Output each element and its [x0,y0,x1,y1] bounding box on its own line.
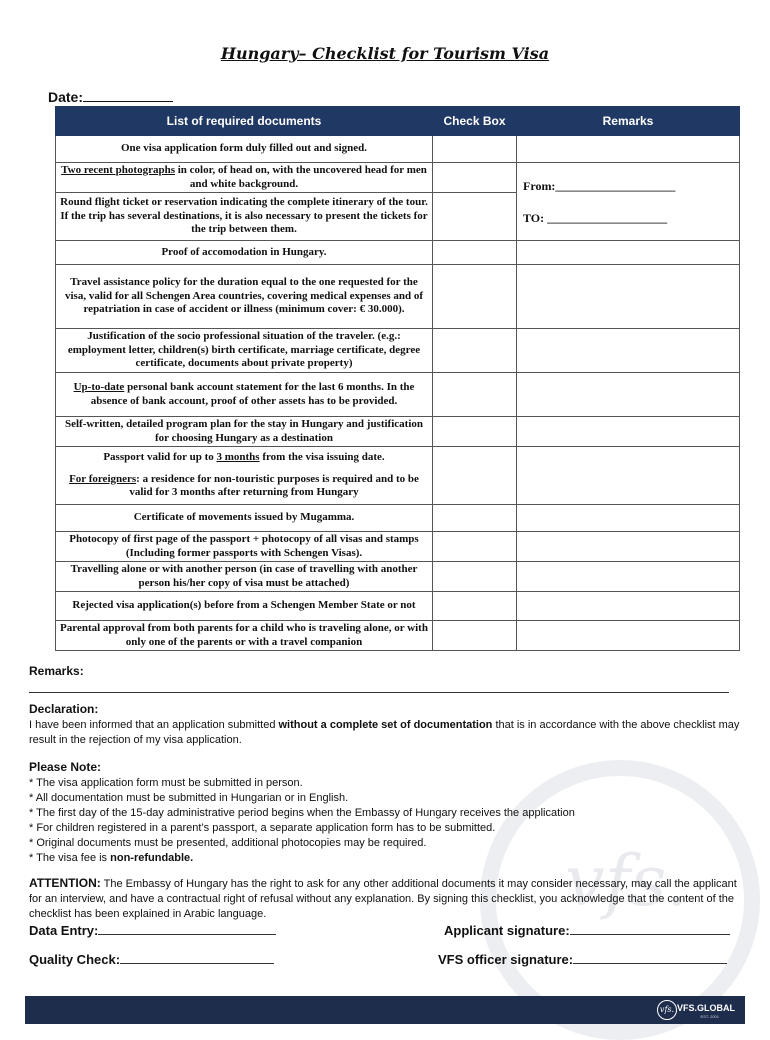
note-item-fee: * The visa fee is non-refundable. [29,852,194,864]
data-entry-field: Data Entry: [29,922,276,938]
note-item: * Original documents must be presented, additional photocopies may be required. [29,837,427,849]
applicant-signature-line[interactable] [570,922,730,935]
remarks-cell[interactable] [517,265,740,329]
remarks-label: Remarks: [29,664,84,678]
column-header-checkbox: Check Box [433,107,517,136]
table-row [56,532,740,562]
table-row [56,447,740,505]
document-cell: One visa application form duly filled out and signed. [56,136,433,163]
check-box[interactable] [433,136,517,163]
table-row [56,417,740,447]
check-box[interactable] [433,265,517,329]
table-row [56,329,740,373]
remarks-cell[interactable] [517,241,740,265]
vfs-watermark-text: vfs. [565,840,689,922]
vfs-officer-signature-line[interactable] [573,951,727,964]
document-cell: Passport valid for up to 3 months from the visa issuing date. For foreigners: a residence for non-touristic purposes is required and to be valid for 3 months after returning from Hungary [56,447,433,505]
document-cell: Travelling alone or with another person (in case of travelling with another person his/her copy of visa must be attached) [56,562,433,592]
check-box[interactable] [433,193,517,241]
table-row [56,505,740,532]
table-row [56,562,740,592]
table-row [56,621,740,651]
check-box[interactable] [433,329,517,373]
table-row [56,241,740,265]
attention-label: ATTENTION: [29,876,101,890]
table-row [56,265,740,329]
vfs-logo-subtext: EST. 2001 [700,1014,719,1019]
remarks-section [29,664,749,680]
check-box[interactable] [433,373,517,417]
vfs-logo-icon: vfs. [657,1000,677,1020]
check-box[interactable] [433,447,517,505]
table-header-row [56,107,740,136]
table-row [56,373,740,417]
date-field [48,88,173,105]
applicant-signature-field: Applicant signature: [444,922,730,938]
footer-bar [25,996,745,1024]
document-cell: Travel assistance policy for the duration equal to the one requested for the visa, valid for all Schengen Area countries, covering medical expenses and of repatriation in case of accident or illness (minimum cover: € 30.000). [56,265,433,329]
please-note-section [29,760,749,866]
remarks-cell[interactable] [517,592,740,621]
check-box[interactable] [433,621,517,651]
to-label[interactable]: TO: ____________________ [523,210,668,225]
document-cell: Photocopy of first page of the passport + photocopy of all visas and stamps (Including former passports with Schengen Visas). [56,532,433,562]
document-cell: Proof of accomodation in Hungary. [56,241,433,265]
note-item: * The visa application form must be submitted in person. [29,777,303,789]
remarks-cell[interactable] [517,505,740,532]
remarks-cell[interactable] [517,532,740,562]
check-box[interactable] [433,532,517,562]
remarks-cell[interactable] [517,562,740,592]
date-input-line[interactable] [83,88,173,102]
remarks-line[interactable] [29,692,729,693]
check-box[interactable] [433,241,517,265]
document-cell: Parental approval from both parents for a child who is traveling alone, or with only one of the parents or with a travel companion [56,621,433,651]
check-box[interactable] [433,562,517,592]
remarks-cell[interactable] [517,373,740,417]
document-cell: Self-written, detailed program plan for the stay in Hungary and justification for choosing Hungary as a destination [56,417,433,447]
check-box[interactable] [433,163,517,193]
declaration-text: I have been informed that an application submitted without a complete set of documentation that is in accordance with the above checklist may result in the rejection of my visa application. [29,719,740,746]
from-label[interactable]: From:____________________ [523,178,676,193]
document-cell: Justification of the socio professional situation of the traveler. (e.g.: employment letter, children(s) birth certificate, marriage certificate, degree certificate, documents about private property) [56,329,433,373]
quality-check-field: Quality Check: [29,951,274,967]
check-box[interactable] [433,505,517,532]
document-cell: Round flight ticket or reservation indicating the complete itinerary of the tour. If the trip has several destinations, it is also necessary to present the tickets for the trip between them. [56,193,433,241]
note-item: * For children registered in a parent’s passport, a separate application form has to be submitted. [29,822,496,834]
date-label: Date: [48,89,84,105]
document-cell: Two recent photographs in color, of head on, with the uncovered head for men and white background. [56,163,433,193]
column-header-remarks: Remarks [517,107,740,136]
note-item: * The first day of the 15-day administrative period begins when the Embassy of Hungary receives the application [29,807,575,819]
page-title: Hungary– Checklist for Tourism Visa [220,44,550,63]
column-header-documents: List of required documents [56,107,433,136]
document-cell: Up-to-date personal bank account statement for the last 6 months. In the absence of bank account, proof of other assets has to be provided. [56,373,433,417]
please-note-heading: Please Note: [29,760,102,774]
attention-text: The Embassy of Hungary has the right to ask for any other additional documents it may consider necessary, may call the applicant for an interview, and have a contractual right of refusal without any explanation. By signing this checklist, you acknowledge that the content of the checklist has been explained in Arabic language. [29,878,737,920]
remarks-cell[interactable] [517,136,740,163]
check-box[interactable] [433,592,517,621]
table-row [56,592,740,621]
attention-section [29,876,749,922]
remarks-cell[interactable] [517,621,740,651]
vfs-officer-signature-field: VFS officer signature: [438,951,727,967]
declaration-heading: Declaration: [29,702,99,716]
check-box[interactable] [433,417,517,447]
document-cell: Certificate of movements issued by Mugamma. [56,505,433,532]
vfs-logo-text: VFS.GLOBAL [677,1003,735,1013]
remarks-cell[interactable] [517,417,740,447]
declaration-section [29,702,749,748]
remarks-cell[interactable] [517,447,740,505]
data-entry-line[interactable] [98,922,276,935]
quality-check-line[interactable] [120,951,274,964]
document-cell: Rejected visa application(s) before from a Schengen Member State or not [56,592,433,621]
remarks-cell[interactable] [517,329,740,373]
remarks-cell-from-to[interactable] [517,163,740,241]
note-item: * All documentation must be submitted in Hungarian or in English. [29,792,349,804]
checklist-table [55,106,740,651]
table-row [56,163,740,193]
table-row [56,136,740,163]
